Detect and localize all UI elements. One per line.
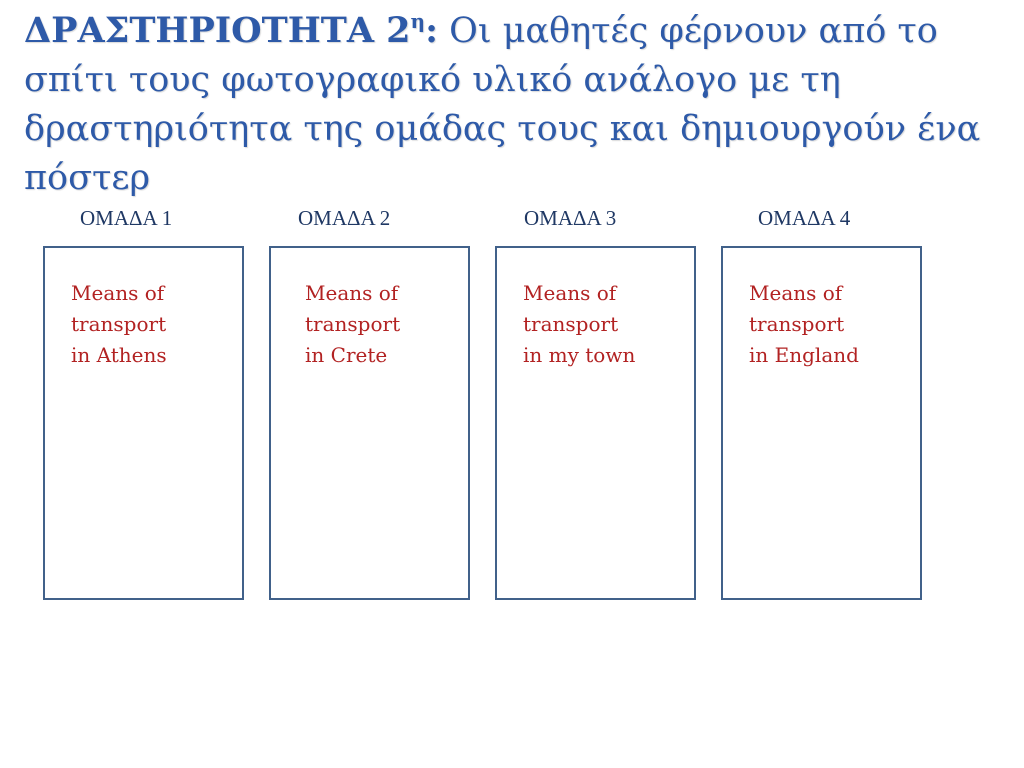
- group-4-caption: [749, 278, 859, 371]
- group-1-caption-line-2: transport: [71, 312, 167, 336]
- group-1-caption-line-1: Means of: [71, 281, 165, 305]
- group-3-caption-line-2: transport: [523, 312, 619, 336]
- group-1-caption-line-3: in Athens: [71, 343, 167, 367]
- group-3-caption-line-1: Means of: [523, 281, 617, 305]
- group-2-caption-line-1: Means of: [305, 281, 399, 305]
- activity-heading-lead-superscript: η: [410, 9, 426, 33]
- group-4-label: ΟΜΑΔΑ 4: [758, 206, 851, 230]
- group-2-caption-line-2: transport: [305, 312, 401, 336]
- group-4-caption-line-3: in England: [749, 343, 859, 367]
- group-2-label: ΟΜΑΔΑ 2: [298, 206, 391, 230]
- group-3-caption: [523, 278, 635, 371]
- group-3-caption-line-3: in my town: [523, 343, 636, 367]
- group-1-label: ΟΜΑΔΑ 1: [80, 206, 173, 230]
- activity-heading-lead-text: ΔΡΑΣΤΗΡΙΟΤΗΤΑ 2: [24, 10, 411, 51]
- activity-heading-text: Οι μαθητές φέρνουν από το σπίτι τους φωτογραφικό υλικό ανάλογο με τη δραστηριότητα της ομάδας τους και δημιουργούν ένα πόστερ: [24, 11, 981, 198]
- group-1-caption: [71, 278, 167, 371]
- group-4-caption-line-1: Means of: [749, 281, 843, 305]
- group-3-label: ΟΜΑΔΑ 3: [524, 206, 617, 230]
- activity-heading-lead-colon: :: [425, 10, 438, 51]
- group-4-caption-line-2: transport: [749, 312, 845, 336]
- group-2-caption-line-3: in Crete: [305, 343, 388, 367]
- activity-heading-lead: [24, 10, 438, 51]
- activity-heading: [24, 6, 1014, 203]
- group-2-caption: [305, 278, 400, 371]
